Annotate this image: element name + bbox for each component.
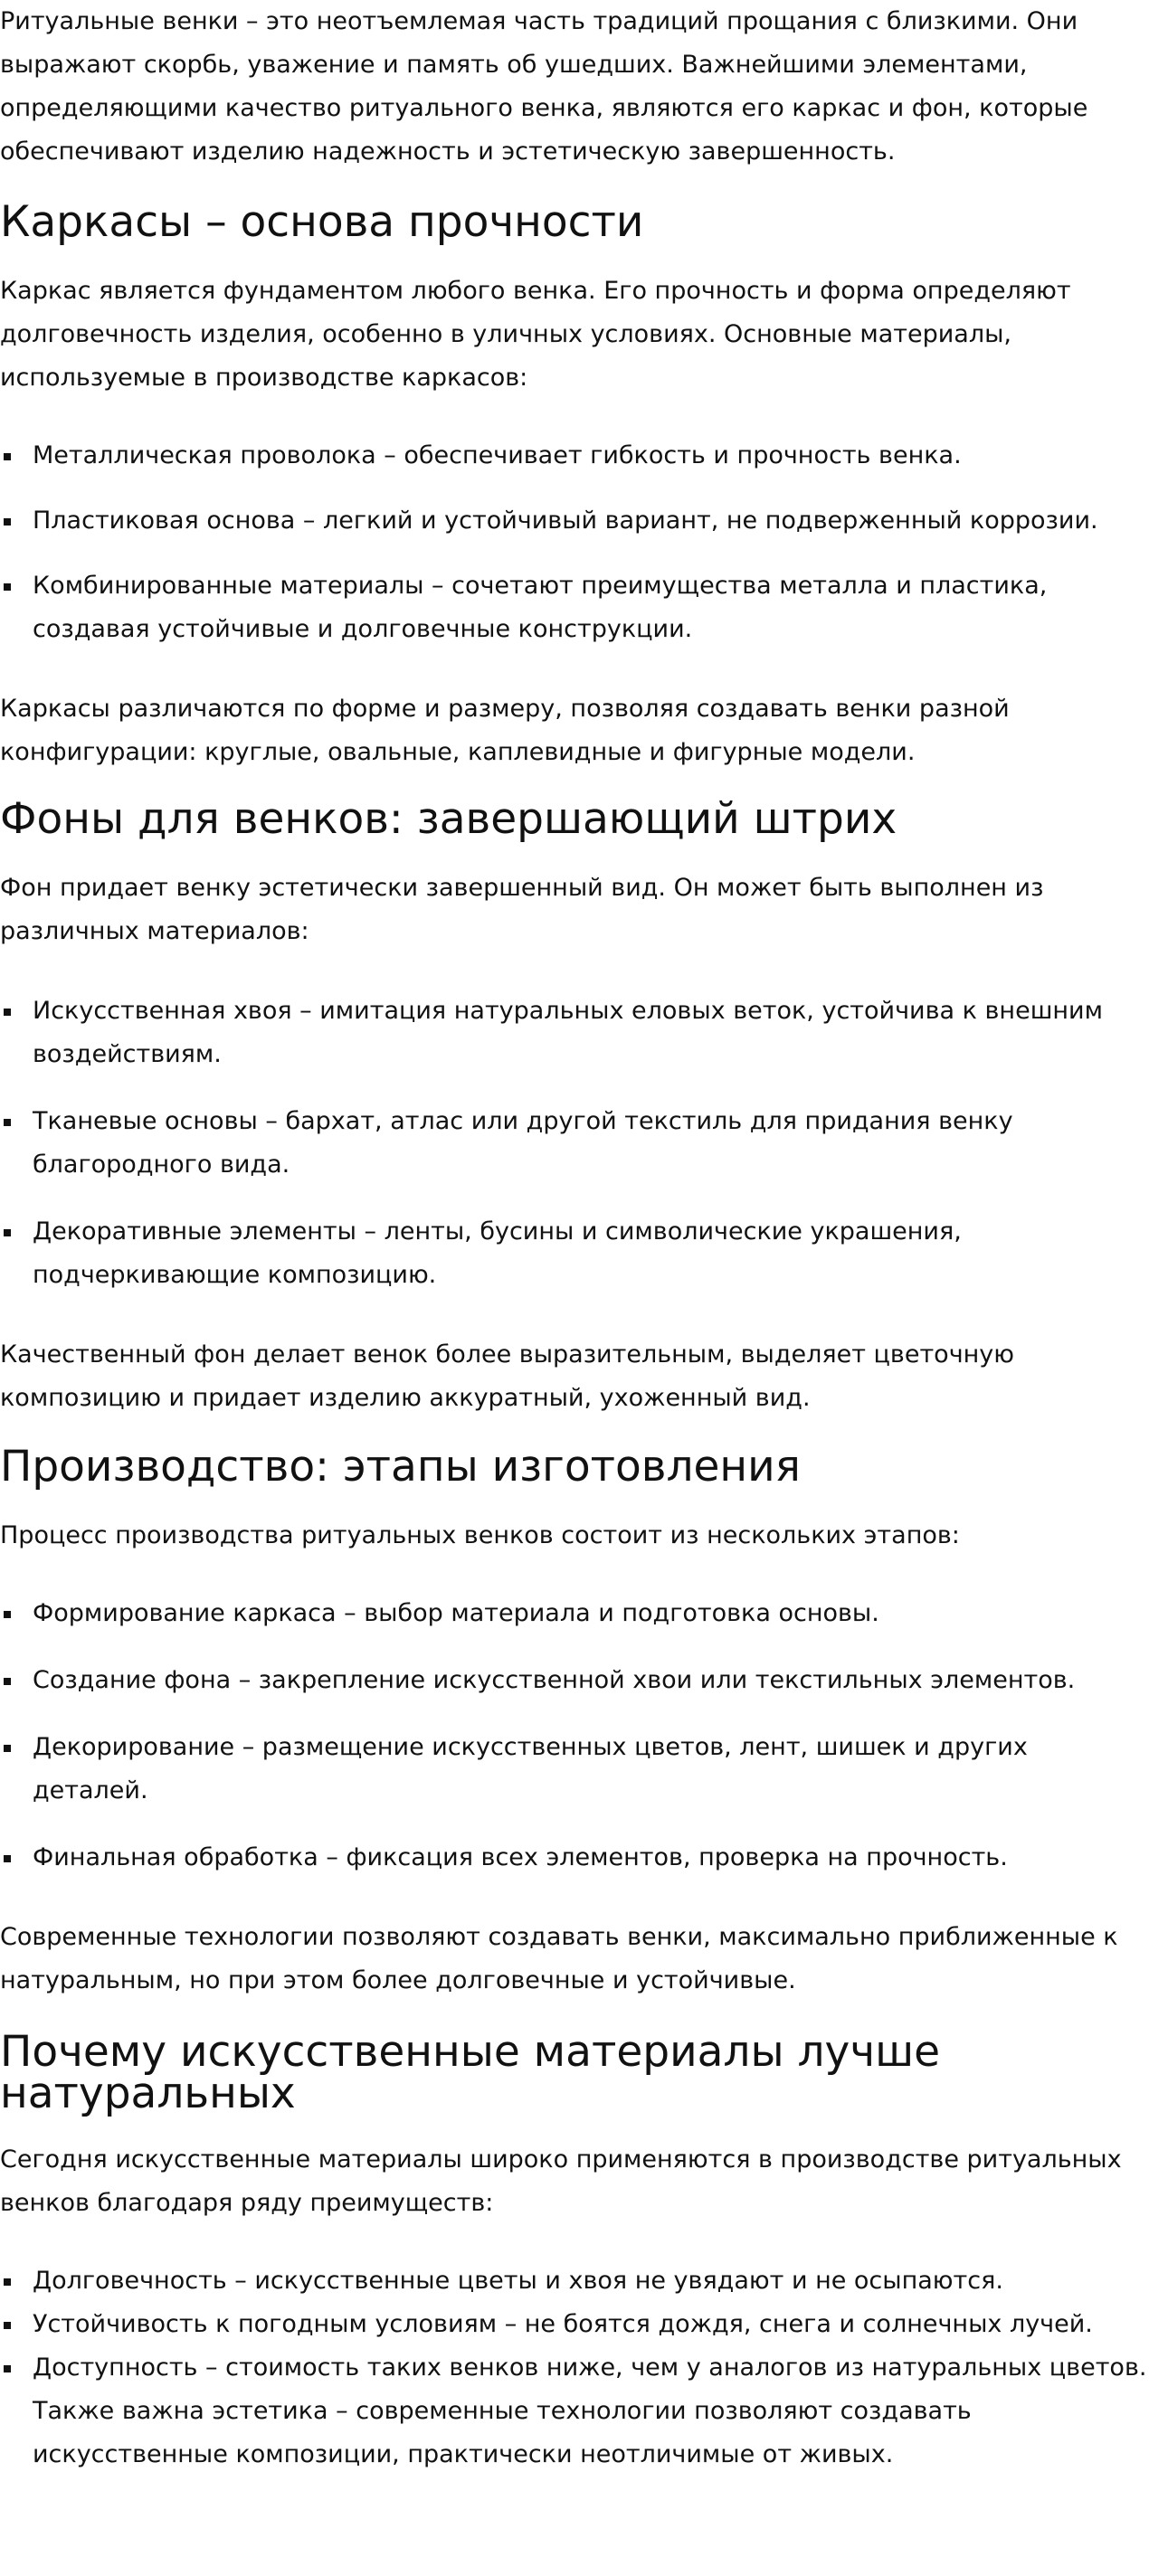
why-list (0, 2259, 1149, 2477)
frames-list (0, 434, 1149, 651)
list-item: Искусственная хвоя – имитация натуральных еловых веток, устойчива к внешним воздействиям. (0, 990, 1149, 1076)
backgrounds-paragraph: Фон придает венку эстетически завершенный вид. Он может быть выполнен из различных материалов: (0, 874, 1044, 945)
section-heading-frames: Каркасы – основа прочности (0, 197, 644, 247)
section-heading-production: Производство: этапы изготовления (0, 1442, 801, 1492)
section-heading-why: Почему искусственные материалы лучше натуральных (0, 2027, 941, 2118)
production-list (0, 1592, 1149, 1880)
list-item: Декоративные элементы – ленты, бусины и символические украшения, подчеркивающие композицию. (0, 1210, 1149, 1297)
list-item: Создание фона – закрепление искусственной хвои или текстильных элементов. (0, 1659, 1149, 1702)
list-item: Пластиковая основа – легкий и устойчивый вариант, не подверженный коррозии. (0, 499, 1149, 543)
production-paragraph: Процесс производства ритуальных венков состоит из нескольких этапов: (0, 1521, 960, 1549)
backgrounds-list (0, 990, 1149, 1297)
list-item: Декорирование – размещение искусственных цветов, лент, шишек и других деталей. (0, 1726, 1149, 1813)
backgrounds-after-paragraph: Качественный фон делает венок более выразительным, выделяет цветочную композицию и придает изделию аккуратный, ухоженный вид. (0, 1340, 1015, 1412)
why-paragraph: Сегодня искусственные материалы широко применяются в производстве ритуальных венков благодаря ряду преимуществ: (0, 2145, 1122, 2217)
frames-paragraph: Каркас является фундаментом любого венка. Его прочность и форма определяют долговечность изделия, особенно в уличных условиях. Основные материалы, используемые в производстве каркасов: (0, 277, 1071, 392)
list-item: Формирование каркаса – выбор материала и подготовка основы. (0, 1592, 1149, 1635)
production-after-paragraph: Современные технологии позволяют создавать венки, максимально приближенные к натуральным, но при этом более долговечные и устойчивые. (0, 1923, 1118, 1994)
list-item: Долговечность – искусственные цветы и хвоя не увядают и не осыпаются. (0, 2259, 1149, 2303)
list-item: Тканевые основы – бархат, атлас или другой текстиль для придания венку благородного вида. (0, 1100, 1149, 1187)
list-item: Финальная обработка – фиксация всех элементов, проверка на прочность. (0, 1836, 1149, 1880)
section-heading-backgrounds: Фоны для венков: завершающий штрих (0, 794, 897, 844)
intro-paragraph: Ритуальные венки – это неотъемлемая часть традиций прощания с близкими. Они выражают скорбь, уважение и память об ушедших. Важнейшими элементами, определяющими качество ритуального венка, являются его каркас и фон, которые обеспечивают изделию надежность и эстетическую завершенность. (0, 7, 1088, 166)
list-item: Комбинированные материалы – сочетают преимущества металла и пластика, создавая устойчивые и долговечные конструкции. (0, 564, 1149, 651)
list-item: Доступность – стоимость таких венков ниже, чем у аналогов из натуральных цветов. Также важна эстетика – современные технологии позволяют создавать искусственные композиции, практически неотличимые от живых. (0, 2346, 1149, 2477)
list-item: Металлическая проволока – обеспечивает гибкость и прочность венка. (0, 434, 1149, 478)
frames-after-paragraph: Каркасы различаются по форме и размеру, позволяя создавать венки разной конфигурации: круглые, овальные, каплевидные и фигурные модели. (0, 695, 1010, 766)
list-item: Устойчивость к погодным условиям – не боятся дождя, снега и солнечных лучей. (0, 2303, 1149, 2346)
